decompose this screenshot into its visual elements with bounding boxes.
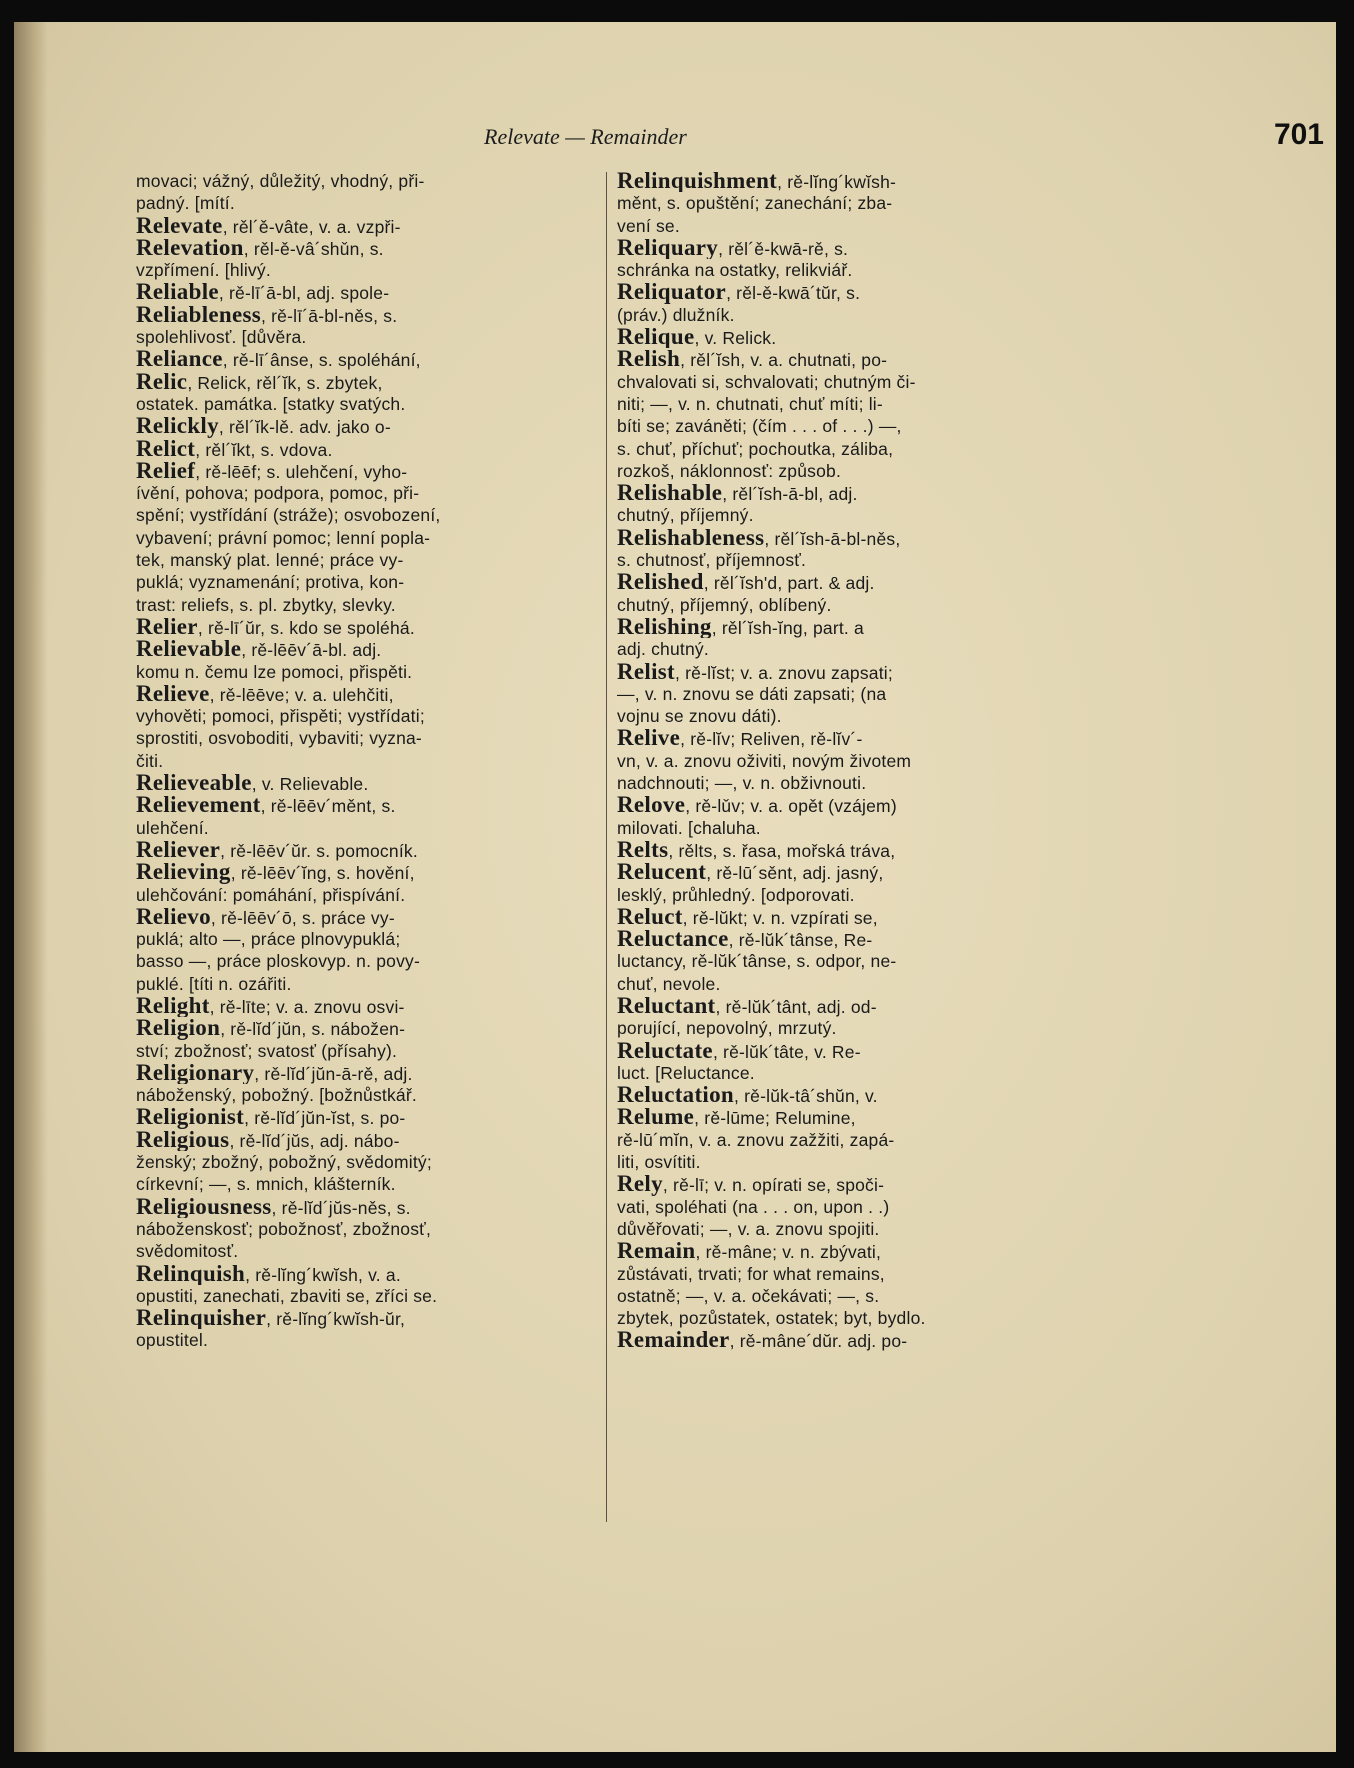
entry-line: měnt, s. opuštění; zanechání; zba- [617, 193, 893, 214]
entry-line: zbytek, pozůstatek, ostatek; byt, bydlo. [617, 1308, 926, 1329]
entry-line: —, v. n. znovu se dáti zapsati; (na [617, 683, 887, 704]
entry-line: chvalovati si, schvalovati; chutným či- [617, 371, 916, 392]
entry-line: Relevate, rěl´ě-vâte, v. a. vzpři- [136, 214, 401, 237]
entry-line: Reluct, rě-lŭkt; v. n. vzpírati se, [617, 905, 878, 929]
entry-line: movaci; vážný, důležitý, vhodný, při- [136, 171, 425, 191]
entry-line: chuť, nevole. [617, 973, 721, 994]
entry-line: vati, spoléhati (na . . . on, upon . .) [617, 1196, 890, 1217]
entry-line: porující, nepovolný, mrzutý. [617, 1018, 837, 1039]
entry-line: luct. [Reluctance. [617, 1062, 755, 1083]
entry-line: puklá; alto —, práce plnovypuklá; [136, 929, 401, 950]
entry-line: spolehlivosť. [důvěra. [136, 327, 307, 348]
entry-line: sprostiti, osvoboditi, vybaviti; vyzna- [136, 728, 422, 749]
entry-line: ulehčení. [136, 817, 209, 838]
entry-line: Relievement, rě-lēēv´měnt, s. [136, 794, 396, 817]
entry-line: schránka na ostatky, relikviář. [617, 260, 853, 281]
entry-line: rozkoš, náklonnosť: způsob. [617, 460, 842, 481]
entry-line: Relique, v. Relick. [617, 326, 777, 349]
entry-line: Relict, rěl´ĭkt, s. vdova. [136, 437, 333, 460]
entry-line: rě-lū´mĭn, v. a. znovu zažžiti, zapá- [617, 1129, 895, 1150]
entry-line: vzpřímení. [hlivý. [136, 260, 271, 281]
entry-line: ulehčování: pomáhání, přispívání. [136, 884, 406, 905]
entry-line: náboženský, pobožný. [božnůstkář. [136, 1085, 417, 1106]
entry-line: adj. chutný. [617, 639, 709, 660]
entry-line: Rely, rě-lī; v. n. opírati se, spoči- [617, 1173, 885, 1196]
entry-line: Relief, rě-lēēf; s. ulehčení, vyho- [136, 459, 408, 483]
entry-line: Reluctant, rě-lŭk´tânt, adj. od- [617, 994, 877, 1018]
entry-line: spění; vystřídání (stráže); osvobození, [136, 505, 441, 526]
running-title: Relevate — Remainder [484, 124, 687, 149]
entry-line: puklá; vyznamenání; protiva, kon- [136, 572, 405, 593]
entry-line: Relevation, rěl-ě-vâ´shǔn, s. [136, 236, 384, 260]
entry-line: Reliquary, rěl´ě-kwā-rě, s. [617, 236, 849, 260]
entry-line: Relinquisher, rě-lĭng´kwĭsh-ŭr, [136, 1307, 406, 1330]
entry-line: ívění, pohova; podpora, pomoc, při- [136, 483, 420, 504]
entry-line: Reliableness, rě-lī´ā-bl-něs, s. [136, 303, 398, 327]
entry-line: opustiti, zanechati, zbaviti se, zříci se. [136, 1285, 438, 1306]
entry-line: Religiousness, rě-lĭd´jŭs-něs, s. [136, 1195, 411, 1218]
entry-line: Relier, rě-lī´ŭr, s. kdo se spoléhá. [136, 615, 415, 639]
entry-line: bíti se; zaváněti; (čím . . . of . . .) —, [617, 416, 902, 437]
entry-line: Relishableness, rěl´ĭsh-ā-bl-něs, [617, 526, 901, 550]
entry-line: Reluctance, rě-lŭk´tânse, Re- [617, 928, 873, 951]
entry-line: Religionist, rě-lĭd´jŭn-ĭst, s. po- [136, 1106, 406, 1129]
entry-line: Reliance, rě-lī´ânse, s. spoléhání, [136, 348, 421, 371]
entry-line: (práv.) dlužník. [617, 304, 735, 325]
entry-line: Remainder, rě-mâne´dŭr. adj. po- [617, 1329, 908, 1352]
entry-line: vyhověti; pomoci, přispěti; vystřídati; [136, 706, 425, 727]
entry-line: chutný, příjemný, oblíbený. [617, 594, 832, 615]
entry-line: trast: reliefs, s. pl. zbytky, slevky. [136, 594, 396, 615]
entry-line: Relievo, rě-lēēv´ō, s. práce vy- [136, 905, 395, 929]
entry-line: Reliever, rě-lēēv´ŭr. s. pomocník. [136, 838, 418, 862]
entry-line: Relts, rělts, s. řasa, mořská tráva, [617, 838, 896, 862]
entry-line: vojnu se znovu dáti). [617, 706, 782, 727]
entry-line: opustitel. [136, 1330, 209, 1351]
entry-line: Religionary, rě-lĭd´jŭn-ā-rě, adj. [136, 1061, 413, 1085]
entry-line: Relinquish, rě-lĭng´kwĭsh, v. a. [136, 1262, 401, 1285]
entry-line: svědomitosť. [136, 1241, 239, 1262]
entry-line: ostatek. památka. [statky svatých. [136, 393, 406, 414]
entry-line: nadchnouti; —, v. n. obživnouti. [617, 773, 867, 794]
entry-line: Relickly, rěl´ĭk-lě. adv. jako o- [136, 415, 391, 438]
entry-line: milovati. [chaluha. [617, 817, 761, 838]
entry-line: Reluctate, rě-lŭk´tâte, v. Re- [617, 1039, 861, 1062]
entry-line: komu n. čemu lze pomoci, přispěti. [136, 661, 413, 682]
entry-line: Reliable, rě-lī´ā-bl, adj. spole- [136, 281, 390, 304]
page-header [164, 118, 1324, 164]
entry-line: Relight, rě-līte; v. a. znovu osvi- [136, 994, 405, 1018]
entry-line: liti, osvítiti. [617, 1152, 701, 1173]
entry-line: ostatně; —, v. a. očekávati; —, s. [617, 1285, 880, 1306]
column-divider [606, 172, 607, 1522]
entry-line: Remain, rě-mâne; v. n. zbývati, [617, 1240, 882, 1263]
entry-line: církevní; —, s. mnich, klášterník. [136, 1174, 396, 1195]
entry-line: Relievable, rě-lēēv´ā-bl. adj. [136, 638, 382, 661]
entry-line: lesklý, průhledný. [odporovati. [617, 884, 855, 905]
entry-line: s. chutnosť, příjemnosť. [617, 550, 807, 571]
entry-line: Relish, rěl´ĭsh, v. a. chutnati, po- [617, 348, 888, 371]
entry-line: náboženskosť; pobožnosť, zbožnosť, [136, 1218, 432, 1239]
entry-line: ženský; zbožný, pobožný, svědomitý; [136, 1152, 432, 1173]
entry-line: Reluctation, rě-lŭk-tâ´shŭn, v. [617, 1084, 878, 1107]
page-number: 701 [1273, 118, 1324, 151]
entry-line: Relove, rě-lǔv; v. a. opět (vzájem) [617, 794, 897, 817]
entry-line: puklé. [títi n. ozářiti. [136, 973, 292, 994]
page-spine-shadow [14, 22, 48, 1752]
entry-line: Religion, rě-lĭd´jŭn, s. nábožen- [136, 1017, 406, 1040]
entry-line: vení se. [617, 215, 680, 236]
entry-line: Relive, rě-lĭv; Reliven, rě-lĭv´- [617, 727, 863, 750]
entry-line: vn, v. a. znovu oživiti, novým životem [617, 750, 912, 771]
left-column [136, 170, 606, 1352]
entry-line: Relieve, rě-lēēve; v. a. ulehčiti, [136, 682, 394, 706]
entry-line: Relume, rě-lūme; Relumine, [617, 1106, 856, 1129]
entry-line: ství; zbožnosť; svatosť (přísahy). [136, 1040, 398, 1061]
entry-line: niti; —, v. n. chutnati, chuť míti; li- [617, 393, 883, 414]
entry-line: Relist, rě-lĭst; v. a. znovu zapsati; [617, 660, 893, 683]
entry-line: Relished, rěl´ĭsh'd, part. & adj. [617, 571, 875, 594]
entry-line: padný. [mítí. [136, 193, 235, 214]
entry-line: s. chuť, příchuť; pochoutka, záliba, [617, 438, 894, 459]
entry-line: Relishing, rěl´ĭsh-ĭng, part. a [617, 615, 864, 639]
entry-line: Reliquator, rěl-ě-kwā´tŭr, s. [617, 281, 861, 304]
entry-line: důvěřovati; —, v. a. znovu spojiti. [617, 1218, 880, 1239]
entry-line: vybavení; právní pomoc; lenní popla- [136, 527, 431, 548]
entry-line: Relieveable, v. Relievable. [136, 772, 369, 795]
entry-line: Relucent, rě-lū´sěnt, adj. jasný, [617, 861, 884, 884]
entry-line: tek, manský plat. lenné; práce vy- [136, 550, 404, 571]
entry-line: zůstávati, trvati; for what remains, [617, 1263, 885, 1284]
entry-line: chutný, příjemný. [617, 505, 754, 526]
right-column [617, 170, 1087, 1352]
entry-line: Religious, rě-lĭd´jŭs, adj. nábo- [136, 1128, 400, 1152]
entry-line: Relic, Relick, rěl´ĭk, s. zbytek, [136, 370, 383, 393]
entry-line: Relieving, rě-lēēv´ĭng, s. hovění, [136, 861, 415, 884]
entry-line: Relishable, rěl´ĭsh-ā-bl, adj. [617, 482, 858, 505]
entry-line: basso —, práce ploskovyp. n. povy- [136, 951, 421, 972]
entry-line: luctancy, rě-lŭk´tânse, s. odpor, ne- [617, 951, 897, 972]
entry-line: čiti. [136, 750, 164, 771]
entry-line: Relinquishment, rě-lĭng´kwĭsh- [617, 170, 897, 193]
